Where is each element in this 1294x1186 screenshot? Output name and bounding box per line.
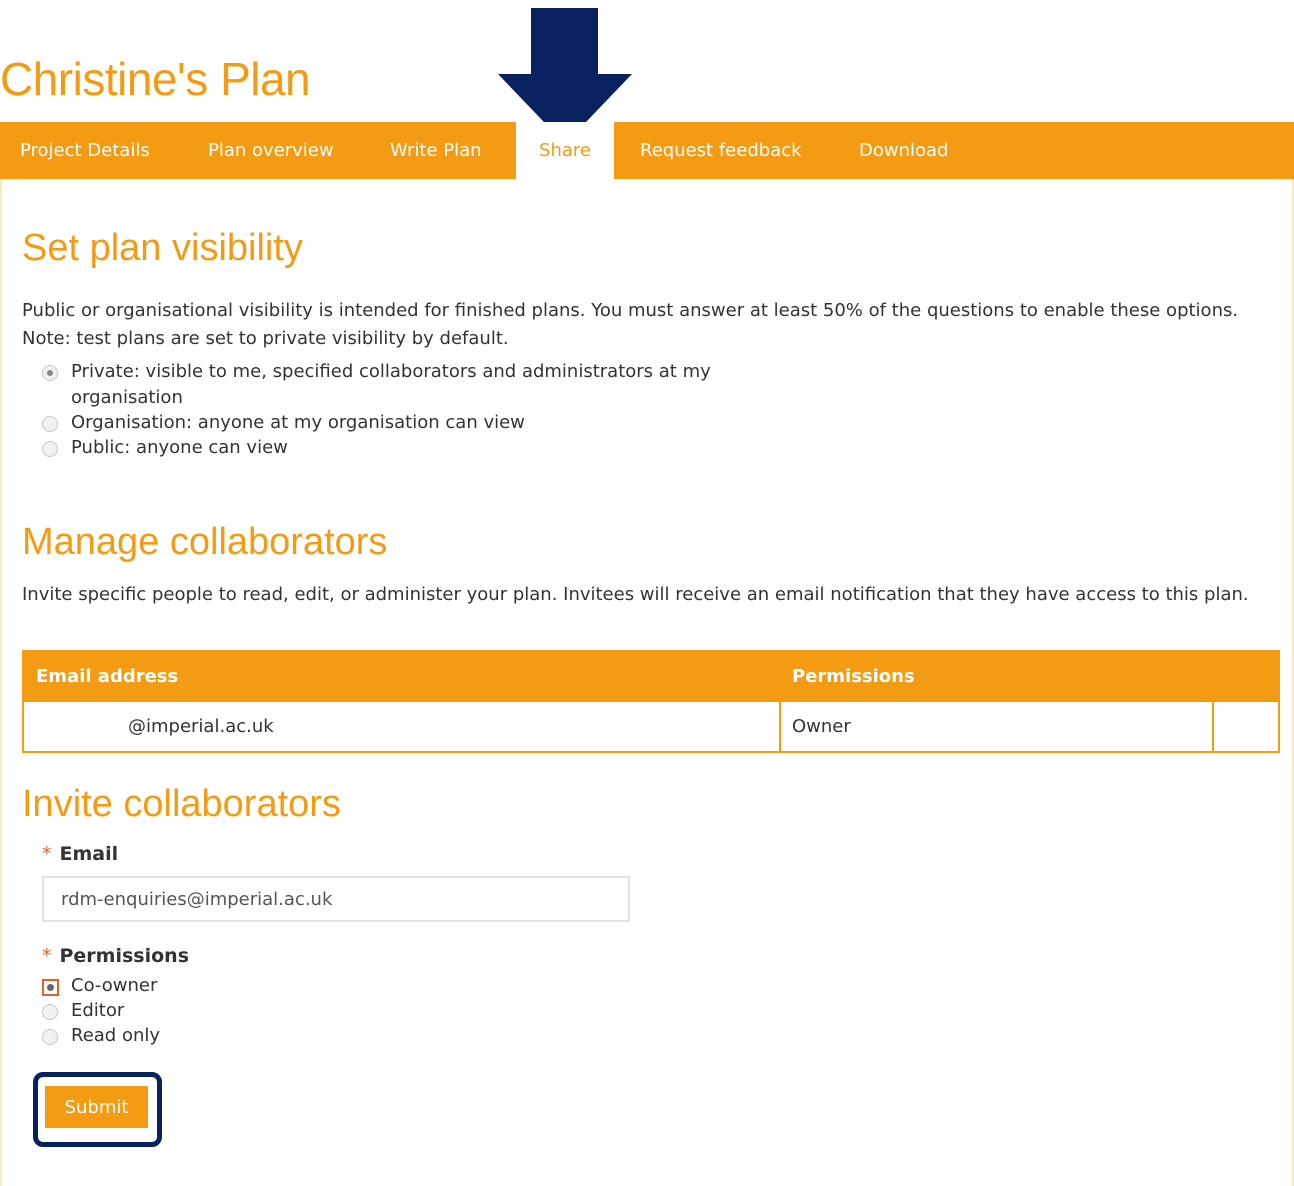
plan-title: Christine's Plan — [0, 53, 311, 105]
column-email: Email address — [36, 666, 179, 687]
email-field-label — [42, 843, 118, 865]
tab-write-plan[interactable]: Write Plan — [390, 140, 482, 161]
tab-project-details[interactable]: Project Details — [20, 140, 150, 161]
column-divider — [1212, 702, 1214, 751]
submit-button[interactable]: Submit — [45, 1086, 148, 1128]
tab-request-feedback[interactable]: Request feedback — [640, 140, 802, 161]
permission-editor-label: Editor — [71, 1000, 125, 1021]
radio-editor[interactable] — [42, 1004, 58, 1020]
visibility-heading: Set plan visibility — [22, 227, 303, 269]
email-label-text: Email — [59, 843, 119, 865]
required-marker: * — [42, 843, 52, 865]
visibility-description: Public or organisational visibility is intended for finished plans. You must answer at least 50% of the questions to enable these options. Note: test plans are set to private visibility by default. — [22, 300, 1239, 349]
radio-co-owner[interactable] — [42, 979, 59, 996]
invite-heading: Invite collaborators — [22, 783, 341, 825]
submit-highlight — [33, 1072, 162, 1147]
visibility-private-label: Private: visible to me, specified collaborators and administrators at my organisation — [71, 361, 711, 408]
permissions-label-text: Permissions — [59, 945, 190, 967]
permissions-field-label — [42, 945, 189, 967]
radio-organisation[interactable] — [42, 416, 58, 432]
email-field[interactable] — [42, 876, 630, 922]
column-divider — [779, 702, 781, 751]
permission-option-co-owner[interactable] — [42, 975, 158, 999]
collaborator-email: @imperial.ac.uk — [128, 716, 274, 737]
visibility-organisation-label: Organisation: anyone at my organisation can view — [71, 412, 525, 433]
column-permissions: Permissions — [792, 666, 915, 687]
plan-tabs — [0, 122, 1294, 179]
radio-private[interactable] — [42, 365, 58, 381]
tab-share[interactable]: Share — [516, 122, 614, 182]
visibility-public-label: Public: anyone can view — [71, 437, 288, 458]
radio-read-only[interactable] — [42, 1029, 58, 1045]
visibility-option-private[interactable] — [42, 361, 771, 411]
collaborator-permission: Owner — [792, 716, 851, 737]
tab-download[interactable]: Download — [859, 140, 949, 161]
visibility-option-public[interactable] — [42, 437, 288, 461]
permission-co-owner-label: Co-owner — [71, 975, 158, 996]
radio-public[interactable] — [42, 441, 58, 457]
collaborators-heading: Manage collaborators — [22, 521, 388, 563]
visibility-option-organisation[interactable] — [42, 412, 525, 436]
permission-option-read-only[interactable] — [42, 1025, 161, 1049]
permission-option-editor[interactable] — [42, 1000, 125, 1024]
tab-plan-overview[interactable]: Plan overview — [208, 140, 334, 161]
share-panel — [0, 179, 1294, 1186]
collaborators-table — [22, 650, 1280, 753]
required-marker: * — [42, 945, 52, 967]
table-header — [24, 652, 1278, 702]
permission-read-only-label: Read only — [71, 1025, 161, 1046]
collaborators-description: Invite specific people to read, edit, or administer your plan. Invitees will receive an email notification that they have access to this plan. — [22, 584, 1249, 605]
